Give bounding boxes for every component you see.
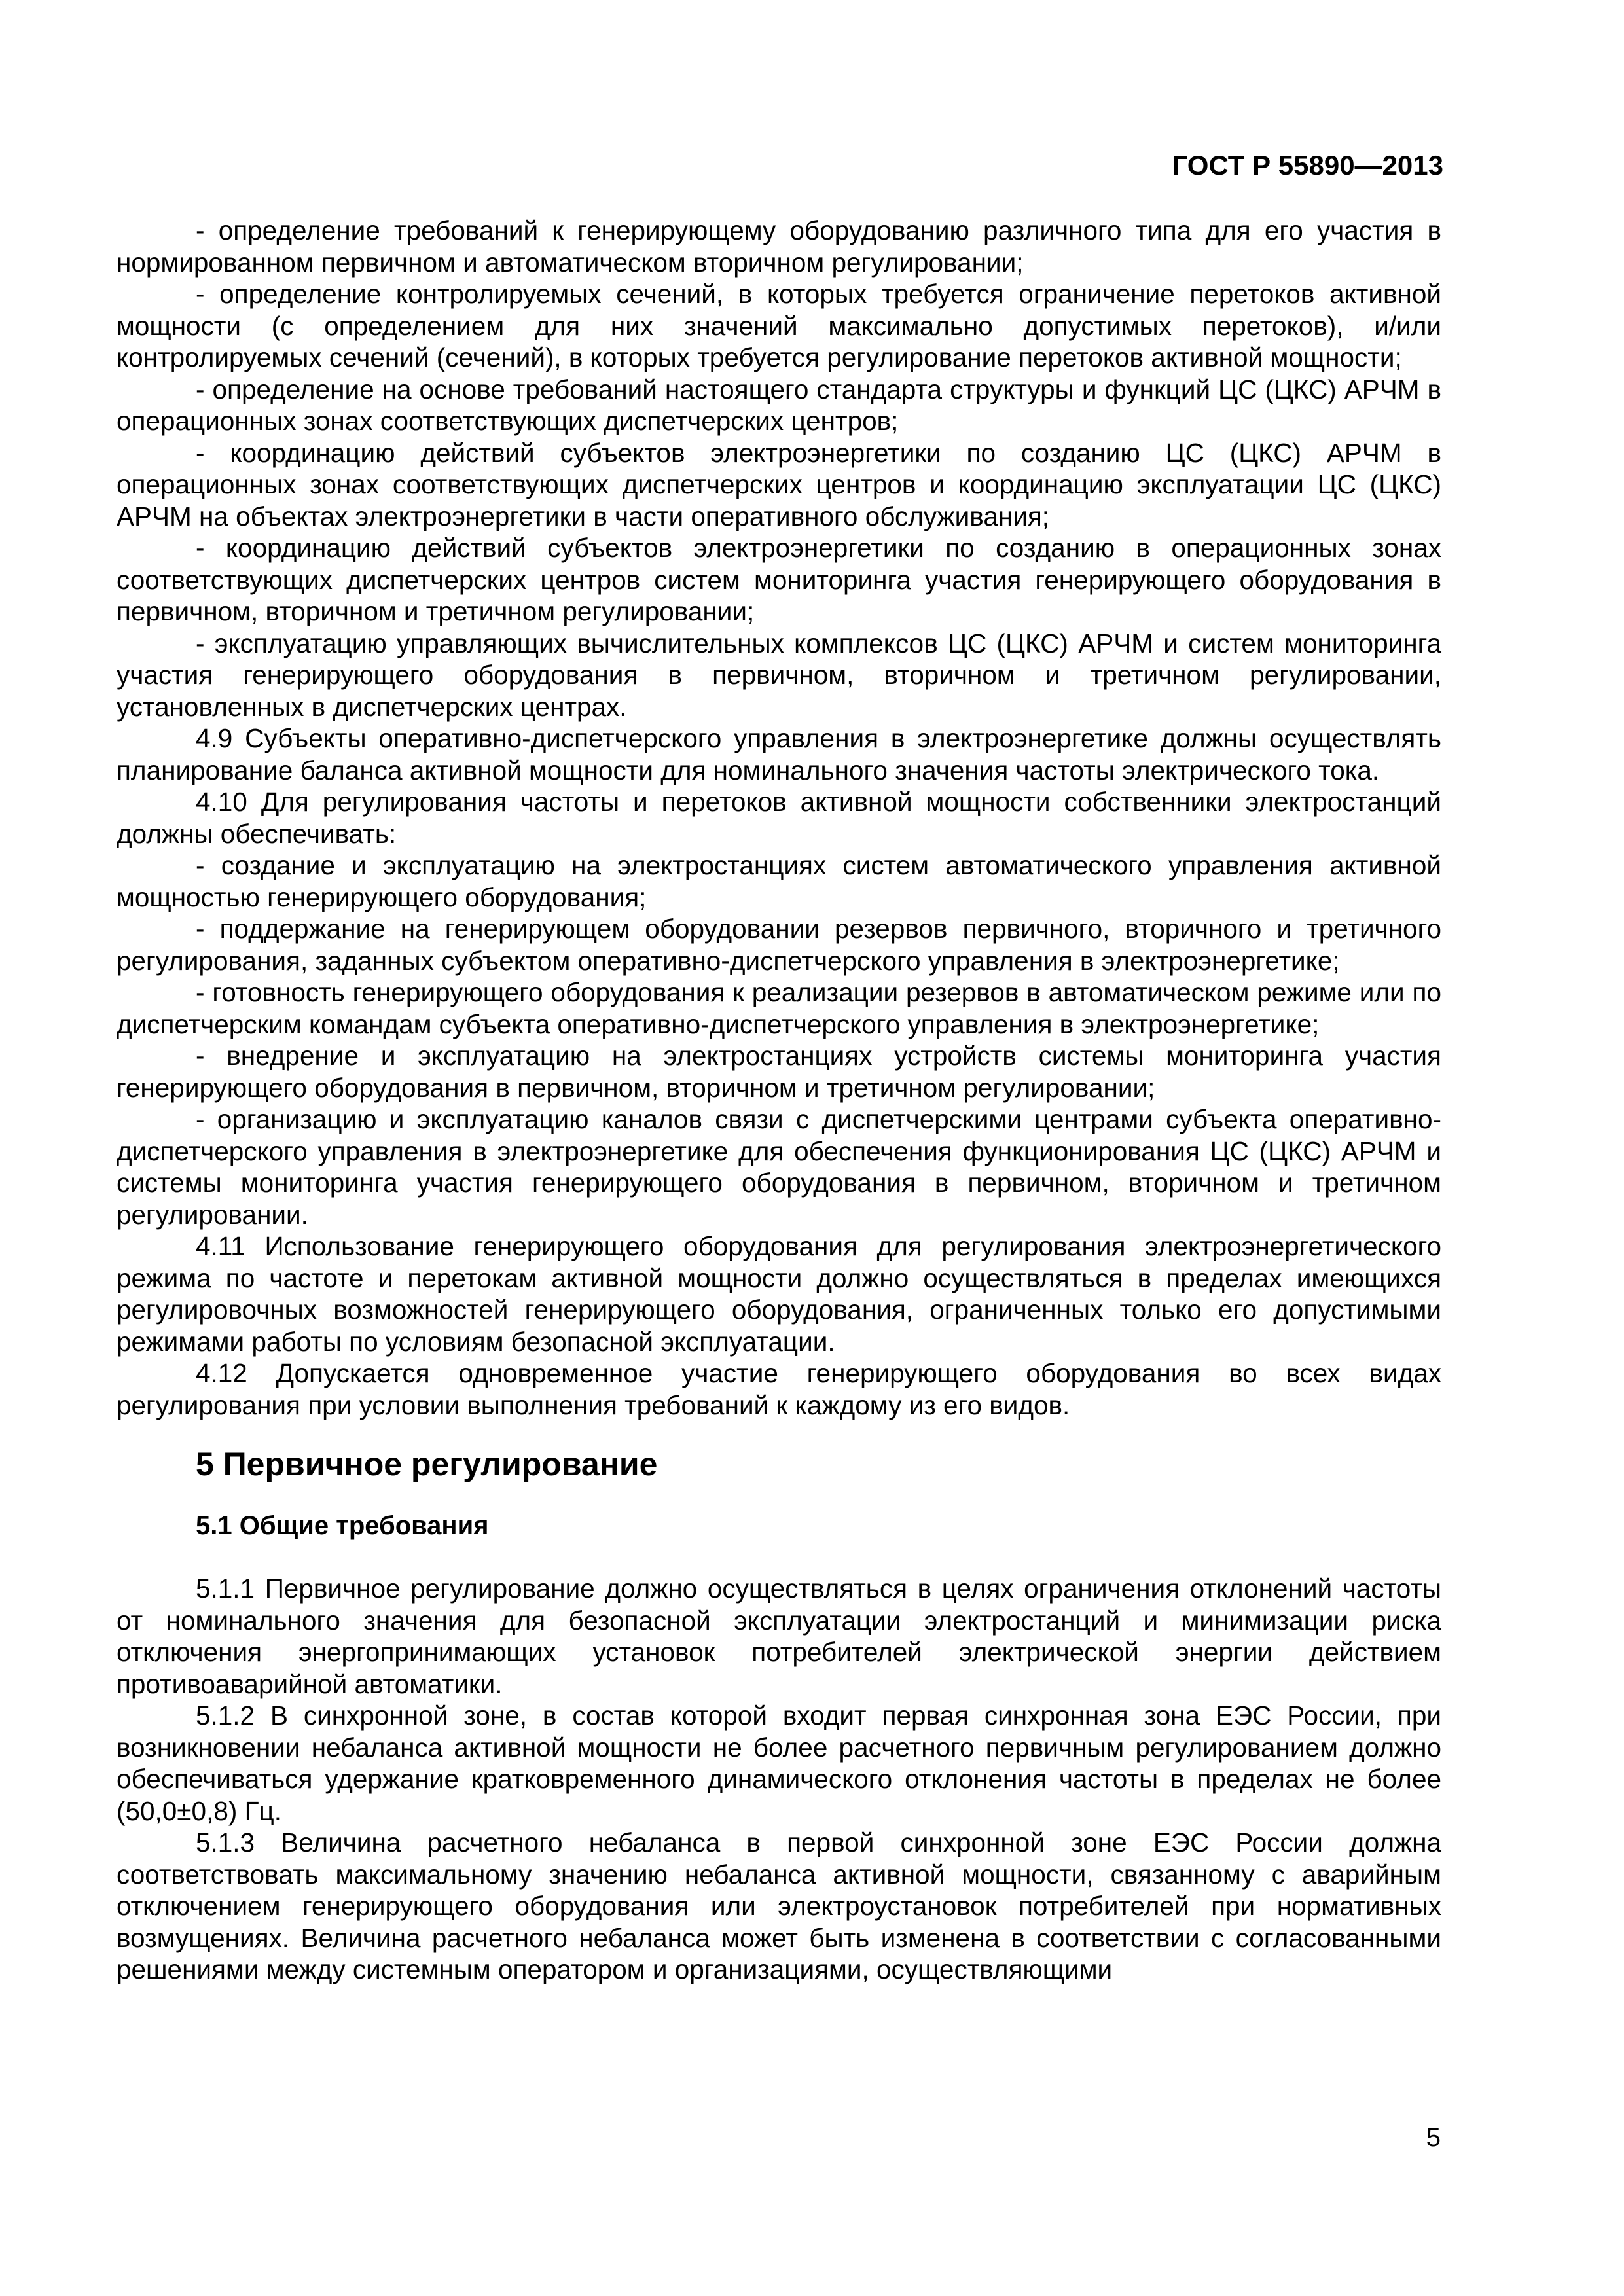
- list-item: - определение требований к генерирующему оборудованию различного типа для его участия в нормированном первичном и автоматическом вторичном регулировании;: [117, 215, 1441, 278]
- clause-5-1-2: 5.1.2 В синхронной зоне, в состав которой входит первая синхронная зона ЕЭС России, при возникновении небаланса активной мощности не более расчетного первичным регулированием должно обеспечиваться удержание кратковременного динамического отклонения частоты в пределах не более (50,0±0,8) Гц.: [117, 1700, 1441, 1826]
- page-content: [117, 215, 1441, 1986]
- list-item: - определение контролируемых сечений, в которых требуется ограничение перетоков активной мощности (с определением для них значений максимально допустимых перетоков), и/или контролируемых сечений (сечений), в которых требуется регулирование перетоков активной мощности;: [117, 279, 1441, 372]
- list-item: - определение на основе требований настоящего стандарта структуры и функций ЦС (ЦКС) АРЧМ в операционных зонах соответствующих диспетчерских центров;: [117, 374, 1441, 436]
- section-5-heading: 5 Первичное регулирование: [196, 1446, 658, 1482]
- clause-5-1-1: 5.1.1 Первичное регулирование должно осуществляться в целях ограничения отклонений частоты от номинального значения для безопасной эксплуатации электростанций и минимизации риска отключения энергопринимающих установок потребителей электрической энергии действием противоаварийной автоматики.: [117, 1573, 1441, 1699]
- clause-4-12: 4.12 Допускается одновременное участие генерирующего оборудования во всех видах регулирования при условии выполнения требований к каждому из его видов.: [117, 1358, 1441, 1420]
- list-item: - организацию и эксплуатацию каналов связи с диспетчерскими центрами субъекта оперативно-диспетчерского управления в электроэнергетике для обеспечения функционирования ЦС (ЦКС) АРЧМ и системы мониторинга участия генерирующего оборудования в первичном, вторичном и третичном регулировании.: [117, 1104, 1441, 1230]
- list-item: - создание и эксплуатацию на электростанциях систем автоматического управления активной мощностью генерирующего оборудования;: [117, 850, 1441, 912]
- subsection-5-1-heading: 5.1 Общие требования: [196, 1511, 489, 1540]
- page-number: 5: [1426, 2123, 1441, 2152]
- list-item: - поддержание на генерирующем оборудовании резервов первичного, вторичного и третичного регулирования, заданных субъектом оперативно-диспетчерского управления в электроэнергетике;: [117, 914, 1441, 976]
- list-item: - готовность генерирующего оборудования к реализации резервов в автоматическом режиме или по диспетчерским командам субъекта оперативно-диспетчерского управления в электроэнергетике;: [117, 977, 1441, 1039]
- list-item: - внедрение и эксплуатацию на электростанциях устройств системы мониторинга участия генерирующего оборудования в первичном, вторичном и третичном регулировании;: [117, 1041, 1441, 1103]
- clause-5-1-3: 5.1.3 Величина расчетного небаланса в первой синхронной зоне ЕЭС России должна соответствовать максимальному значению небаланса активной мощности, связанному с аварийным отключением генерирующего оборудования или электроустановок потребителей при нормативных возмущениях. Величина расчетного небаланса может быть изменена в соответствии с согласованными решениями между системным оператором и организациями, осуществляющими: [117, 1827, 1441, 1984]
- clause-4-10: 4.10 Для регулирования частоты и перетоков активной мощности собственники электростанций должны обеспечивать:: [117, 787, 1441, 849]
- list-item: - эксплуатацию управляющих вычислительных комплексов ЦС (ЦКС) АРЧМ и систем мониторинга участия генерирующего оборудования в первичном, вторичном и третичном регулировании, установленных в диспетчерских центрах.: [117, 628, 1441, 722]
- clause-4-9: 4.9 Субъекты оперативно-диспетчерского управления в электроэнергетике должны осуществлять планирование баланса активной мощности для номинального значения частоты электрического тока.: [117, 723, 1441, 785]
- list-item: - координацию действий субъектов электроэнергетики по созданию ЦС (ЦКС) АРЧМ в операционных зонах соответствующих диспетчерских центров и координацию эксплуатации ЦС (ЦКС) АРЧМ на объектах электроэнергетики в части оперативного обслуживания;: [117, 437, 1441, 531]
- document-code-header: ГОСТ Р 55890—2013: [1172, 150, 1443, 181]
- list-item: - координацию действий субъектов электроэнергетики по созданию в операционных зонах соответствующих диспетчерских центров систем мониторинга участия генерирующего оборудования в первичном, вторичном и третичном регулировании;: [117, 533, 1441, 626]
- clause-4-11: 4.11 Использование генерирующего оборудования для регулирования электроэнергетического режима по частоте и перетокам активной мощности должно осуществляться в пределах имеющихся регулировочных возможностей генерирующего оборудования, ограниченных только его допустимыми режимами работы по условиям безопасной эксплуатации.: [117, 1231, 1441, 1357]
